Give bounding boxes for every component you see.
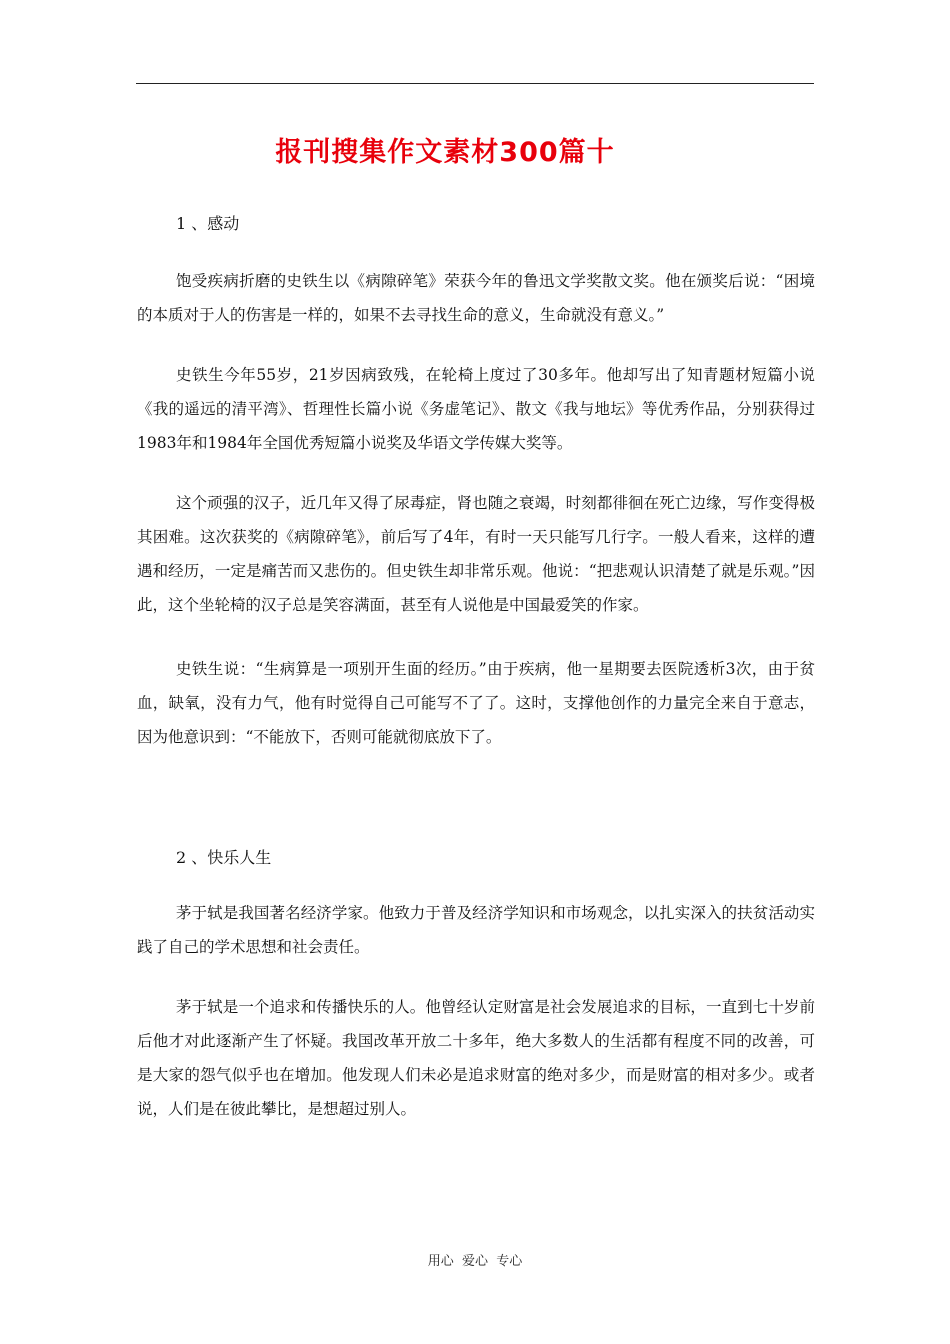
paragraph: 茅于轼是一个追求和传播快乐的人。他曾经认定财富是社会发展追求的目标，一直到七十岁前后他才对此逐渐产生了怀疑。我国改革开放二十多年，绝大多数人的生活都有程度不同的改善，可是大家的怨气似乎也在增加。他发现人们未必是追求财富的绝对多少，而是财富的相对多少。或者说，人们是在彼此攀比，是想超过别人。 [137, 998, 815, 1118]
paragraph: 这个顽强的汉子，近几年又得了尿毒症，肾也随之衰竭，时刻都徘徊在死亡边缘，写作变得极其困难。这次获奖的《病隙碎笔》，前后写了4年，有时一天只能写几行字。一般人看来，这样的遭遇和经历，一定是痛苦而又悲伤的。但史铁生却非常乐观。他说：“把悲观认识清楚了就是乐观。”因此，这个坐轮椅的汉子总是笑容满面，甚至有人说他是中国最爱笑的作家。 [137, 494, 815, 614]
header-rule [136, 83, 814, 84]
page-footer: 用心 爱心 专心 [427, 1254, 523, 1269]
section-heading-1: 1 、感动 [176, 214, 240, 233]
paragraph: 饱受疾病折磨的史铁生以《病隙碎笔》荣获今年的鲁迅文学奖散文奖。他在颁奖后说：“困境的本质对于人的伤害是一样的，如果不去寻找生命的意义，生命就没有意义。” [137, 272, 815, 324]
section-heading-2: 2 、快乐人生 [176, 848, 272, 867]
document-title: 报刊搜集作文素材300篇十 [275, 137, 615, 168]
paragraph: 史铁生说：“生病算是一项别开生面的经历。”由于疾病，他一星期要去医院透析3次，由于贫血，缺氧，没有力气，他有时觉得自己可能写不了了。这时，支撑他创作的力量完全来自于意志，因为他意识到：“不能放下，否则可能就彻底放下了。 [137, 660, 815, 746]
paragraph: 茅于轼是我国著名经济学家。他致力于普及经济学知识和市场观念，以扎实深入的扶贫活动实践了自己的学术思想和社会责任。 [137, 904, 815, 956]
paragraph: 史铁生今年55岁，21岁因病致残，在轮椅上度过了30多年。他却写出了知青题材短篇小说《我的遥远的清平湾》、哲理性长篇小说《务虚笔记》、散文《我与地坛》等优秀作品，分别获得过1983年和1984年全国优秀短篇小说奖及华语文学传媒大奖等。 [137, 366, 815, 452]
